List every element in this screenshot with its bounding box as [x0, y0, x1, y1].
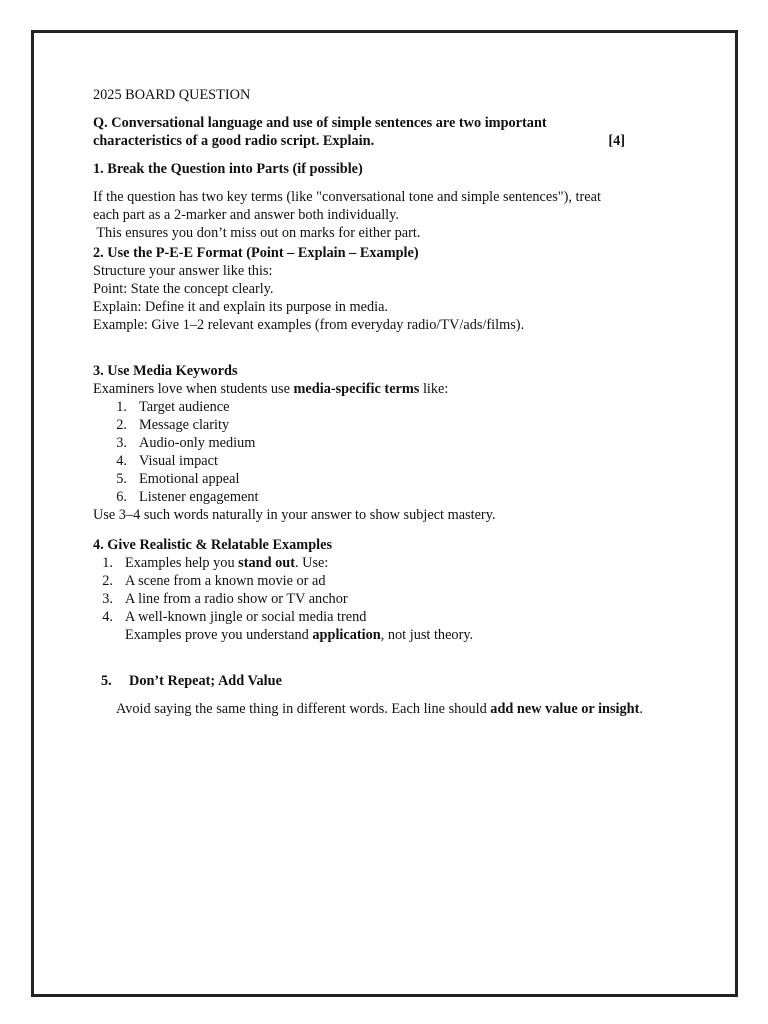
list-number: 5.	[116, 471, 127, 487]
keyword-list	[93, 398, 653, 506]
list-number: 3.	[116, 435, 127, 451]
list-number: 1.	[102, 555, 113, 571]
section-5-heading	[101, 672, 653, 690]
section-3-outro: Use 3–4 such words naturally in your answer to show subject mastery.	[93, 507, 496, 523]
para-text: .	[639, 701, 643, 717]
list-number: 6.	[116, 489, 127, 505]
section-2-line: Point: State the concept clearly.	[93, 281, 274, 297]
question-line-1: Q. Conversational language and use of simple sentences are two important	[93, 115, 547, 131]
document-header: 2025 BOARD QUESTION	[93, 87, 251, 103]
intro-text: like:	[419, 381, 449, 397]
list-number: 2.	[102, 573, 113, 589]
list-item-text: A line from a radio show or TV anchor	[125, 591, 348, 607]
question-marks: [4]	[608, 133, 625, 149]
list-item-text: Visual impact	[139, 453, 218, 469]
item-text: Examples help you	[125, 555, 239, 571]
list-number: 4.	[116, 453, 127, 469]
section-2-line: Structure your answer like this:	[93, 263, 273, 279]
examples-list	[93, 554, 653, 626]
section-5-paragraph	[116, 700, 656, 718]
section-1-line: each part as a 2-marker and answer both individually.	[93, 207, 399, 223]
list-item-text: Message clarity	[139, 417, 230, 433]
list-item	[93, 416, 653, 434]
section-4-note	[93, 626, 653, 644]
item-text: . Use:	[294, 555, 329, 571]
list-item	[93, 590, 653, 608]
intro-bold-text: media-specific terms	[293, 381, 420, 397]
section-3-intro	[93, 380, 653, 398]
section-1-paragraph	[93, 188, 653, 242]
section-5	[101, 672, 653, 718]
question-block	[93, 114, 653, 150]
question-text: characteristics of a good radio script. Explain.	[93, 133, 375, 149]
list-number: 4.	[102, 609, 113, 625]
intro-text: Examiners love when students use	[93, 381, 294, 397]
list-item	[93, 434, 653, 452]
list-item-text: A scene from a known movie or ad	[125, 573, 326, 589]
section-3-heading: 3. Use Media Keywords	[93, 363, 238, 379]
section-1-heading: 1. Break the Question into Parts (if possible)	[93, 161, 363, 177]
note-text: Examples prove you understand	[125, 627, 313, 643]
section-2	[93, 244, 653, 334]
para-bold-text: add new value or insight	[490, 701, 640, 717]
list-number: 2.	[116, 417, 127, 433]
section-4-heading: 4. Give Realistic & Relatable Examples	[93, 537, 333, 553]
question-line-2	[93, 132, 653, 150]
section-3	[93, 362, 653, 524]
list-item-text: Emotional appeal	[139, 471, 240, 487]
section-5-number: 5.	[101, 673, 112, 689]
list-item-text	[125, 554, 328, 572]
note-bold-text: application	[312, 627, 381, 643]
note-text: , not just theory.	[380, 627, 474, 643]
section-4	[93, 536, 653, 644]
para-text: Avoid saying the same thing in different words. Each line should	[116, 701, 491, 717]
list-item	[93, 470, 653, 488]
list-item-text: Audio-only medium	[139, 435, 256, 451]
list-item	[93, 608, 653, 626]
section-2-line: Example: Give 1–2 relevant examples (from everyday radio/TV/ads/films).	[93, 317, 525, 333]
document-body	[93, 86, 653, 718]
list-number: 3.	[102, 591, 113, 607]
list-number: 1.	[116, 399, 127, 415]
list-item-text: Target audience	[139, 399, 230, 415]
section-5-title: Don’t Repeat; Add Value	[129, 673, 282, 689]
list-item-text: A well-known jingle or social media trend	[125, 609, 367, 625]
section-2-heading: 2. Use the P-E-E Format (Point – Explain – Example)	[93, 245, 419, 261]
item-bold-text: stand out	[238, 555, 295, 571]
list-item	[93, 452, 653, 470]
list-item	[93, 572, 653, 590]
list-item	[93, 554, 653, 572]
section-1-line: If the question has two key terms (like "conversational tone and simple sentences"), treat	[93, 189, 601, 205]
list-item	[93, 488, 653, 506]
section-1-line: This ensures you don’t miss out on marks for either part.	[93, 225, 421, 241]
section-2-line: Explain: Define it and explain its purpose in media.	[93, 299, 388, 315]
list-item	[93, 398, 653, 416]
list-item-text: Listener engagement	[139, 489, 259, 505]
